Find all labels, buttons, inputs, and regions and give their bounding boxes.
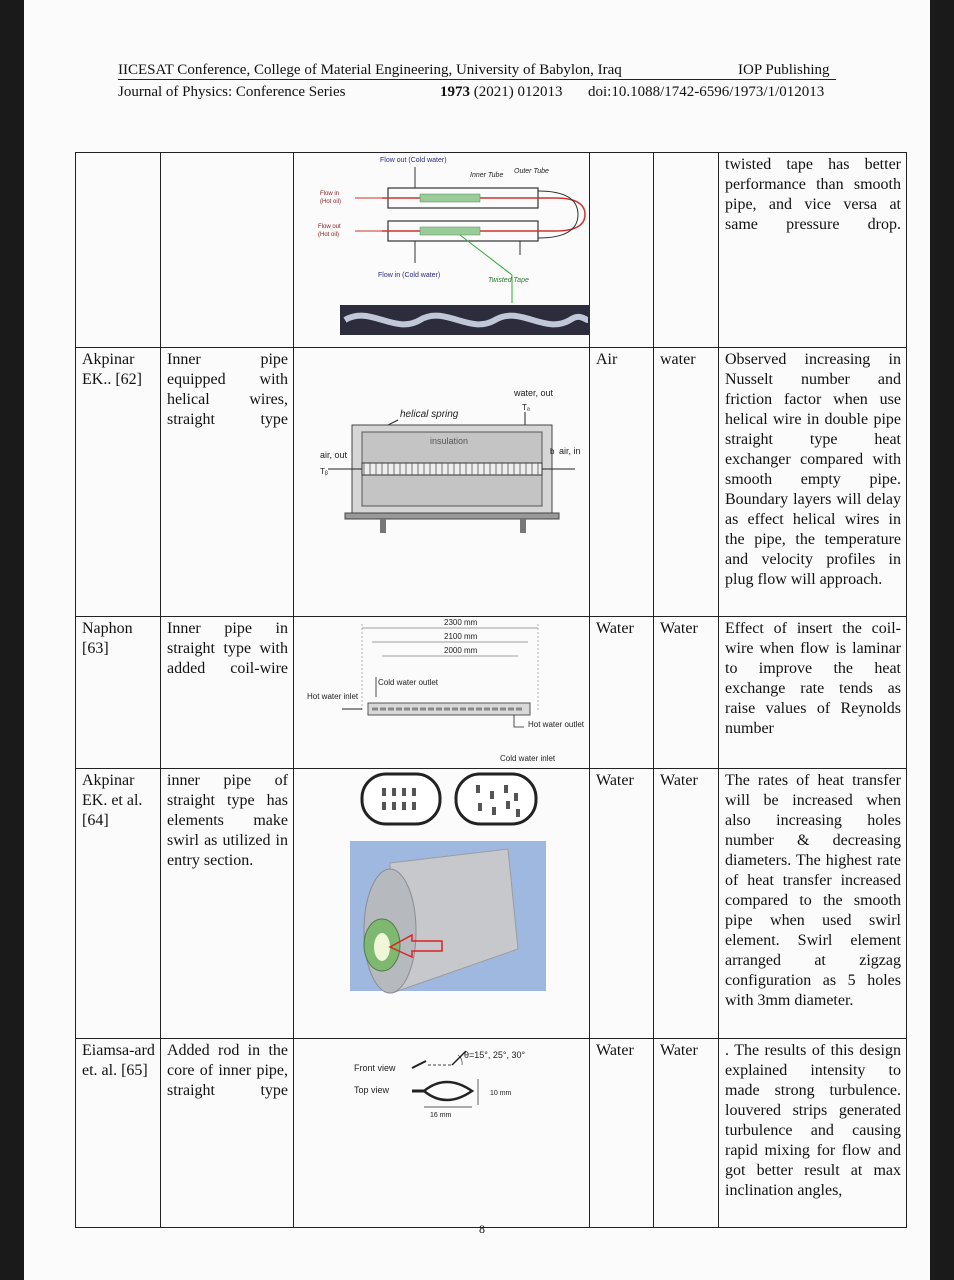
figure-cell [294, 1039, 590, 1228]
author-cell [76, 153, 161, 348]
svg-text:2300 mm: 2300 mm [444, 619, 478, 627]
svg-text:(Hot oil): (Hot oil) [318, 232, 340, 238]
svg-text:Hot water inlet: Hot water inlet [307, 692, 359, 701]
author-cell: Akpinar EK.. [62] [76, 348, 161, 617]
comparison-table [75, 152, 907, 1228]
figure-cell [294, 348, 590, 617]
svg-text:air, out: air, out [320, 450, 348, 460]
helical-wire-heat-exchanger-figure [300, 350, 596, 610]
svg-text:Flow in (Cold water): Flow in (Cold water) [378, 272, 441, 279]
author-cell: Akpinar EK. et al. [64] [76, 769, 161, 1039]
conference-title: IICESAT Conference, College of Material Engineering, University of Babylon, Iraq [118, 62, 622, 78]
description-cell: inner pipe of straight type has elements make swirl as utilized in entry section. [161, 769, 294, 1039]
svg-text:Flow out: Flow out [318, 224, 341, 230]
fluid1-cell: Air [590, 348, 654, 617]
svg-text:insulation: insulation [430, 436, 469, 446]
publisher: IOP Publishing [738, 62, 830, 78]
svg-text:2000 mm: 2000 mm [444, 646, 478, 655]
doi: doi:10.1088/1742-6596/1973/1/012013 [588, 84, 825, 100]
remarks-cell: twisted tape has better performance than smooth pipe, and vice versa at same pressure drop. [719, 153, 907, 348]
swirl-element-figure [300, 771, 596, 1032]
author-cell: Naphon [63] [76, 617, 161, 769]
table-row [76, 348, 907, 617]
fluid2-cell: water [654, 348, 719, 617]
description-cell: Inner pipe equipped with helical wires, straight type [161, 348, 294, 617]
volume: 1973 [440, 84, 470, 100]
svg-text:Flow in: Flow in [320, 191, 340, 197]
svg-text:helical spring: helical spring [400, 409, 459, 420]
coil-wire-test-section-figure [300, 619, 596, 762]
table-row [76, 617, 907, 769]
citation [440, 84, 563, 101]
svg-text:Cold water outlet: Cold water outlet [378, 678, 439, 687]
page-number: 8 [479, 1222, 485, 1236]
svg-text:Twisted Tape: Twisted Tape [488, 277, 529, 284]
louvered-strip-figure [300, 1041, 596, 1221]
journal-name: Journal of Physics: Conference Series [118, 84, 346, 100]
figure-cell [294, 769, 590, 1039]
twisted-tape-heat-exchanger-figure [300, 155, 596, 341]
svg-text:16 mm: 16 mm [430, 1112, 452, 1119]
svg-text:10 mm: 10 mm [490, 1090, 512, 1097]
description-cell [161, 153, 294, 348]
svg-text:air, in: air, in [559, 446, 581, 456]
svg-text:Tᵦ: Tᵦ [320, 467, 328, 476]
fluid2-cell: Water [654, 1039, 719, 1228]
table-row [76, 769, 907, 1039]
description-cell: Inner pipe in straight type with added coil-wire [161, 617, 294, 769]
fluid2-cell: Water [654, 617, 719, 769]
figure-cell [294, 153, 590, 348]
author-cell: Eiamsa-ard et. al. [65] [76, 1039, 161, 1228]
fluid2-cell [654, 153, 719, 348]
fluid1-cell: Water [590, 769, 654, 1039]
svg-text:2100 mm: 2100 mm [444, 632, 478, 641]
table-row [76, 153, 907, 348]
svg-text:Top view: Top view [354, 1085, 390, 1095]
fluid1-cell: Water [590, 617, 654, 769]
svg-text:Tₐ: Tₐ [522, 403, 530, 412]
fluid1-cell: Water [590, 1039, 654, 1228]
fluid2-cell: Water [654, 769, 719, 1039]
header-rule [118, 79, 836, 80]
remarks-cell: The rates of heat transfer will be increased when also increasing holes number & decreasing diameters. The highest rate of heat transfer increased compared to the smooth pipe when used swirl element. Swirl element arranged at zigzag configuration as 5 holes with 3mm diameter. [719, 769, 907, 1039]
page [24, 0, 930, 1280]
svg-text:Cold water inlet: Cold water inlet [500, 754, 556, 762]
remarks-cell: . The results of this design explained intensity to made strong turbulence. louvered strips generated turbulence and causing rapid mixing for flow and got better result at max inclination angles, [719, 1039, 907, 1228]
figure-cell [294, 617, 590, 769]
svg-text:θ=15°, 25°, 30°: θ=15°, 25°, 30° [464, 1050, 526, 1060]
table-row [76, 1039, 907, 1228]
remarks-cell: Effect of insert the coil-wire when flow is laminar to improve the heat exchange rate tends as raise values of Reynolds number [719, 617, 907, 769]
year-article: (2021) 012013 [473, 84, 563, 100]
svg-text:Flow out (Cold water): Flow out (Cold water) [380, 157, 447, 164]
svg-text:b: b [550, 447, 555, 456]
svg-text:water, out: water, out [514, 388, 554, 398]
svg-text:(Hot oil): (Hot oil) [320, 199, 342, 205]
svg-text:Outer Tube: Outer Tube [514, 168, 549, 175]
svg-text:Front view: Front view [354, 1063, 396, 1073]
svg-text:Inner Tube: Inner Tube [470, 172, 504, 179]
remarks-cell: Observed increasing in Nusselt number and friction factor when use helical wire in double pipe straight type heat exchanger compared with smooth empty pipe. Boundary layers will delay as effect helical wires in the pipe, the temperature and velocity profiles in plug flow will approach. [719, 348, 907, 617]
svg-text:Hot water outlet: Hot water outlet [528, 720, 585, 729]
fluid1-cell [590, 153, 654, 348]
description-cell: Added rod in the core of inner pipe, straight type [161, 1039, 294, 1228]
